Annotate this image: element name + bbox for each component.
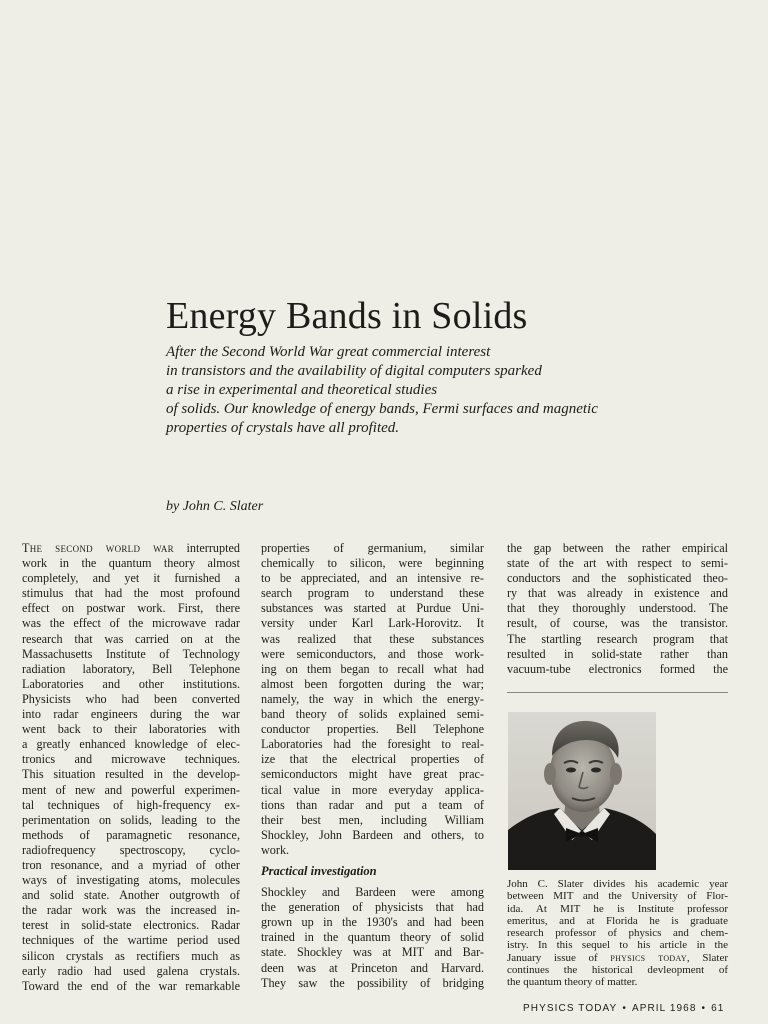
text-line: to be appreciated, and an intensive re- xyxy=(261,571,484,586)
footer-journal: PHYSICS TODAY xyxy=(523,1003,618,1014)
text-line: silicon crystals as rectifiers much as xyxy=(22,948,240,963)
text-line: Laboratories and other institutions. xyxy=(22,676,240,691)
caption-line: between MIT and the University of Flor- xyxy=(507,890,728,903)
text-line: ry that was already in existence and xyxy=(507,586,728,601)
text-line: effect on postwar work. First, there xyxy=(22,601,240,616)
text-line: semiconductors might have great prac- xyxy=(261,767,484,782)
photo-caption xyxy=(507,878,728,989)
lead-in: The second world war xyxy=(22,541,174,555)
footer-separator: • xyxy=(622,1003,627,1014)
dek-line: in transistors and the availability of digital computers sparked xyxy=(166,363,542,379)
dek-line: a rise in experimental and theoretical studies xyxy=(166,382,438,398)
text-line: perimentation on solids, leading to the xyxy=(22,812,240,827)
text-line: Shockley, John Bardeen and others, to xyxy=(261,827,484,842)
page-number: 61 xyxy=(711,1003,725,1014)
text-line: tical value in more everyday applica- xyxy=(261,782,484,797)
text-line: versity under Karl Lark-Horovitz. It xyxy=(261,616,484,631)
journal-name-smallcaps: physics today xyxy=(610,951,687,964)
text-line: ize that the electrical properties of xyxy=(261,752,484,767)
article-title: Energy Bands in Solids xyxy=(166,295,528,337)
text-line: work. xyxy=(261,842,290,857)
portrait-illustration xyxy=(508,712,656,870)
article-dek xyxy=(166,343,726,438)
footer-separator: • xyxy=(701,1003,707,1014)
text-line: methods of paramagnetic resonance, xyxy=(22,827,240,842)
text-line: chemically to silicon, were beginning xyxy=(261,556,484,571)
text-line: trained in the quantum theory of solid xyxy=(261,930,484,945)
caption-line: John C. Slater divides his academic year xyxy=(507,878,728,890)
text-line: completely, and yet it furnished a xyxy=(22,571,240,586)
caption-line: continues the historical devleopment of xyxy=(507,964,728,977)
text-line: early radio had used galena crystals. xyxy=(22,963,240,978)
text-line: state of the art with respect to semi- xyxy=(507,556,728,571)
caption-line: research professor of physics and chem- xyxy=(507,927,728,940)
text-line: result, of course, was the transistor. xyxy=(507,616,728,631)
text-line: grown up in the 1930's and had been xyxy=(261,915,484,930)
body-column-1 xyxy=(22,541,240,994)
text-line: Physicists who had been converted xyxy=(22,691,240,706)
dek-line: of solids. Our knowledge of energy bands, Fermi surfaces and magnetic xyxy=(166,401,598,417)
text-line: The startling research program that xyxy=(507,631,728,646)
page-footer xyxy=(523,1003,724,1014)
dek-line: After the Second World War great commercial interest xyxy=(166,344,491,360)
text-line: They saw the possibility of bridging xyxy=(261,975,484,990)
text-line: search program to understand these xyxy=(261,586,484,601)
text-line: stimulus that had the most profound xyxy=(22,586,240,601)
text-line: was realized that these substances xyxy=(261,631,484,646)
text-line: conductor properties. Bell Telephone xyxy=(261,722,484,737)
text-line: Massachusetts Institute of Technology xyxy=(22,646,240,661)
text-line: went back to their laboratories with xyxy=(22,722,240,737)
text-line: work in the quantum theory almost xyxy=(22,556,240,571)
text-line: the gap between the rather empirical xyxy=(507,541,728,555)
text-line: This situation resulted in the develop- xyxy=(22,767,240,782)
text-line: research that was carried on at the xyxy=(22,631,240,646)
body-column-3 xyxy=(507,541,728,677)
text-line: were semiconductors, and those work- xyxy=(261,646,484,661)
column-divider xyxy=(507,692,728,693)
byline: by John C. Slater xyxy=(166,499,264,514)
text-line: Laboratories had the foresight to real- xyxy=(261,737,484,752)
text-line: techniques of the wartime period used xyxy=(22,933,240,948)
text-line: their best men, including William xyxy=(261,812,484,827)
text-line: tions than radar and put a team of xyxy=(261,797,484,812)
text-line: almost been forgotten during the war; xyxy=(261,676,484,691)
author-portrait xyxy=(508,712,656,870)
text-line: tronics and microwave techniques. xyxy=(22,752,240,767)
text-line: deen was at Princeton and Harvard. xyxy=(261,960,484,975)
text-line: ment of new and powerful experimen- xyxy=(22,782,240,797)
text-line: the generation of physicists that had xyxy=(261,900,484,915)
text-line: radiofrequency spectroscopy, cyclo- xyxy=(22,842,240,857)
text-line: was the effect of the microwave radar xyxy=(22,616,240,631)
text-line: vacuum-tube electronics formed the xyxy=(507,661,728,676)
caption-line: the quantum theory of matter. xyxy=(507,976,638,989)
text-line: that they thoroughly understood. The xyxy=(507,601,728,616)
text-line: and solid state. Another outgrowth of xyxy=(22,888,240,903)
text-line: tal techniques of high-frequency ex- xyxy=(22,797,240,812)
text-line: ing on them began to recall what had xyxy=(261,661,484,676)
text-line: the radar work was the increased in- xyxy=(22,903,240,918)
caption-line: ida. At MIT he is Institute professor xyxy=(507,902,728,915)
footer-date: APRIL 1968 xyxy=(631,1003,697,1014)
section-subhead: Practical investigation xyxy=(261,863,377,878)
text-line: The second world war interrupted xyxy=(22,541,240,555)
text-line: terest in solid-state electronics. Radar xyxy=(22,918,240,933)
body-column-2 xyxy=(261,541,484,991)
text-line: state. Shockley was at MIT and Bar- xyxy=(261,945,484,960)
text-line: a greatly enhanced knowledge of elec- xyxy=(22,737,240,752)
text-line: Shockley and Bardeen were among xyxy=(261,885,484,900)
text-line: substances was started at Purdue Uni- xyxy=(261,601,484,616)
caption-line: emeritus, and at Florida he is graduate xyxy=(507,914,728,927)
text-line: band theory of solids explained semi- xyxy=(261,707,484,722)
text-line: tron resonance, and a myriad of other xyxy=(22,857,240,872)
text-line: Toward the end of the war remarkable xyxy=(22,978,240,993)
text-line: resulted in solid-state rather than xyxy=(507,646,728,661)
text-line: properties of germanium, similar xyxy=(261,541,484,555)
text-line: radiation laboratory, Bell Telephone xyxy=(22,661,240,676)
caption-line: January issue of physics today, Slater xyxy=(507,951,728,964)
caption-line: istry. In this sequel to his article in the xyxy=(507,939,728,952)
text-line: ways of investigating atoms, molecules xyxy=(22,873,240,888)
dek-line: properties of crystals have all profited. xyxy=(166,420,400,436)
text-line: conductors and the sophisticated theo- xyxy=(507,571,728,586)
text-line: namely, the way in which the energy- xyxy=(261,691,484,706)
text-line: into radar engineers during the war xyxy=(22,707,240,722)
